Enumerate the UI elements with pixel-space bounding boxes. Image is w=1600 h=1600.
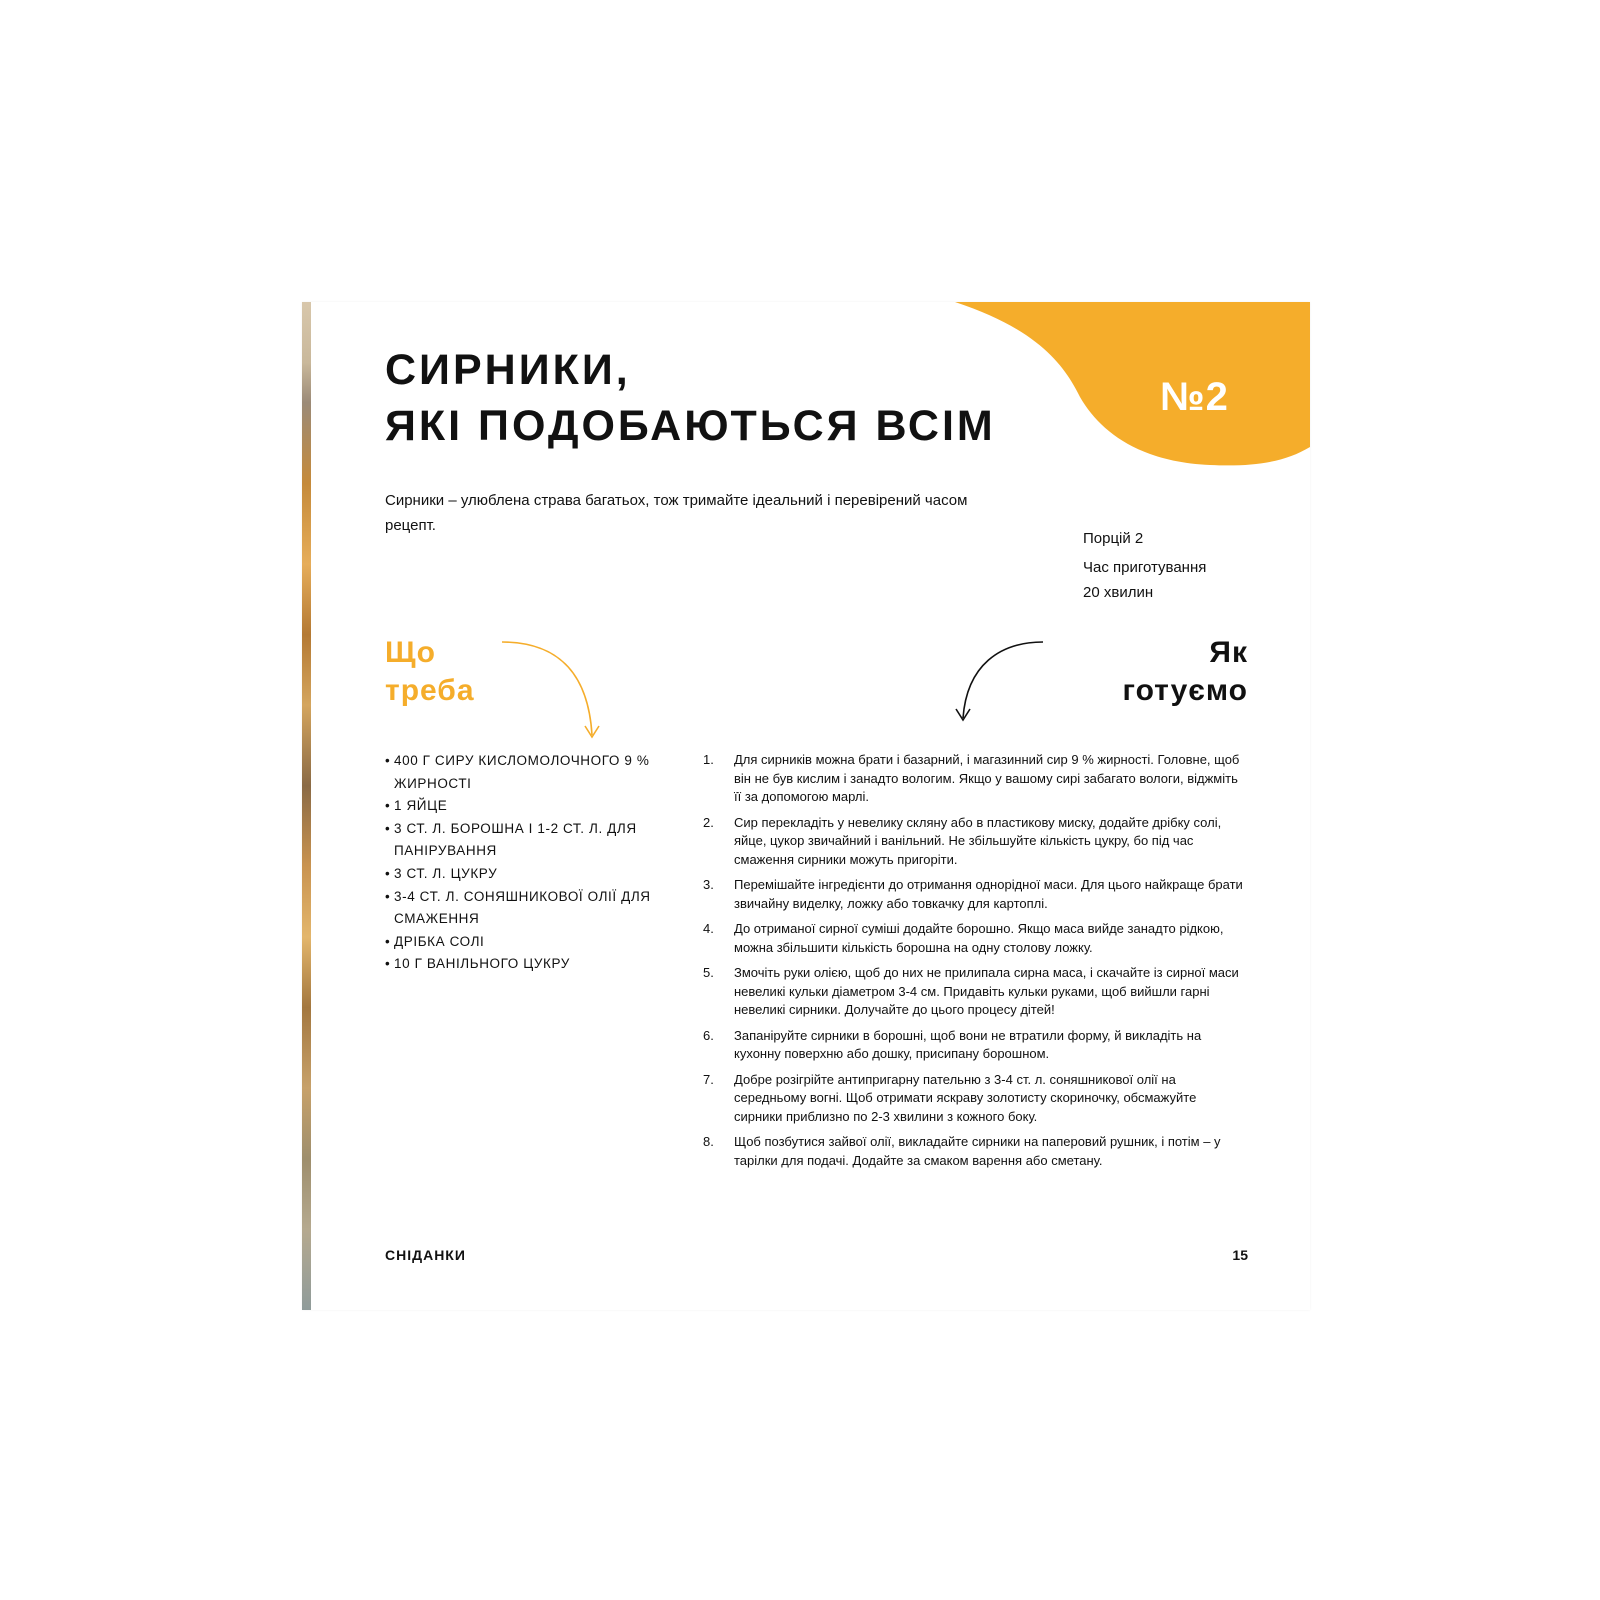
servings: Порцій 2 bbox=[1083, 530, 1144, 547]
step-text: Змочіть руки олією, щоб до них не прилипала сирна маса, і скачайте із сирної маси невеликі кульки діаметром 3-4 см. Придавіть кульки руками, щоб вийшли гарні невеликі сирники. Долучайте до цього процесу дітей! bbox=[734, 965, 1239, 1017]
ingredients-heading-line-2: треба bbox=[385, 674, 475, 707]
step-text: Сир перекладіть у невелику скляну або в пластикову миску, додайте дрібку солі, яйце, цукор звичайний і ванільний. Не збільшуйте кількість цукру, бо під час смаження сирники можуть пригоріти. bbox=[734, 814, 1222, 867]
recipe-meta bbox=[1083, 526, 1206, 605]
orange-corner-shape bbox=[955, 302, 1310, 472]
step-item bbox=[703, 920, 1248, 957]
method-heading bbox=[1123, 634, 1249, 710]
method-steps bbox=[703, 751, 1248, 1177]
step-text: Для сирників можна брати і базарний, і магазинний сир 9 % жирності. Головне, щоб він не був кислим і занадто вологим. Якщо у вашому сирі забагато вологи, віджміть її за допомогою марлі. bbox=[734, 752, 1240, 804]
ingredients-heading-line-1: Що bbox=[385, 636, 436, 669]
step-item bbox=[703, 1071, 1248, 1127]
photo-edge-strip bbox=[302, 302, 311, 1310]
ingredient-item: • 400 Г СИРУ КИСЛОМОЛОЧНОГО 9 % ЖИРНОСТІ bbox=[385, 750, 675, 795]
curved-arrow-icon bbox=[955, 640, 1045, 725]
ingredient-item: • ДРІБКА СОЛІ bbox=[385, 931, 675, 954]
page-number: 15 bbox=[1232, 1247, 1248, 1263]
method-heading-line-1: Як bbox=[1209, 636, 1248, 669]
ingredient-item: • 1 ЯЙЦЕ bbox=[385, 795, 675, 818]
step-text: Добре розігрійте антипригарну пательню з 3-4 ст. л. соняшникової олії на середньому вогні. Щоб отримати яскраву золотисту скориночку, обсмажуйте сирники приблизно по 2-3 хвилини з кожного боку. bbox=[734, 1071, 1197, 1124]
step-number: 7. bbox=[703, 1071, 714, 1087]
ingredient-item: • 3 СТ. Л. ЦУКРУ bbox=[385, 863, 675, 886]
step-item bbox=[703, 1133, 1248, 1170]
ingredients-list bbox=[385, 750, 675, 976]
step-number: 1. bbox=[703, 752, 714, 767]
method-heading-line-2: готуємо bbox=[1122, 674, 1248, 707]
recipe-number: №2 bbox=[1160, 375, 1229, 419]
ingredients-heading bbox=[385, 634, 475, 710]
step-text: Перемішайте інгредієнти до отримання однорідної маси. Для цього найкраще брати звичайну виделку, ложку або товкачку для картоплі. bbox=[734, 877, 1243, 911]
time-label: Час приготування bbox=[1083, 559, 1207, 576]
page-title bbox=[385, 342, 996, 454]
title-line-2: ЯКІ ПОДОБАЮТЬСЯ ВСІМ bbox=[385, 402, 996, 450]
curved-arrow-icon bbox=[500, 640, 615, 750]
step-text: До отриманої сирної суміші додайте борошно. Якщо маса вийде занадто рідкою, можна збільшити кількість борошна на одну столову ложку. bbox=[734, 921, 1224, 955]
step-item bbox=[703, 1027, 1248, 1064]
step-number: 5. bbox=[703, 965, 714, 980]
step-number: 3. bbox=[703, 877, 714, 892]
ingredient-item: • 3 СТ. Л. БОРОШНА І 1-2 СТ. Л. ДЛЯ ПАНІРУВАННЯ bbox=[385, 818, 675, 863]
step-item bbox=[703, 964, 1248, 1020]
time-value: 20 хвилин bbox=[1083, 584, 1154, 601]
step-item bbox=[703, 751, 1248, 807]
step-item bbox=[703, 814, 1248, 870]
step-number: 8. bbox=[703, 1134, 714, 1149]
ingredient-item: • 10 Г ВАНІЛЬНОГО ЦУКРУ bbox=[385, 953, 675, 976]
step-item bbox=[703, 876, 1248, 913]
title-line-1: СИРНИКИ, bbox=[385, 346, 631, 394]
intro-text: Сирники – улюблена страва багатьох, тож тримайте ідеальний і перевірений часом рецепт. bbox=[385, 492, 968, 534]
step-number: 6. bbox=[703, 1027, 714, 1043]
step-text: Щоб позбутися зайвої олії, викладайте сирники на паперовий рушник, і потім – у тарілки для подачі. Додайте за смаком варення або сметану. bbox=[734, 1134, 1221, 1168]
step-text: Запаніруйте сирники в борошні, щоб вони не втратили форму, й викладіть на кухонну поверхню або дошку, присипану борошном. bbox=[734, 1027, 1202, 1061]
section-name: СНІДАНКИ bbox=[385, 1247, 466, 1263]
ingredient-item: • 3-4 СТ. Л. СОНЯШНИКОВОЇ ОЛІЇ ДЛЯ СМАЖЕННЯ bbox=[385, 886, 675, 931]
step-number: 4. bbox=[703, 921, 714, 936]
step-number: 2. bbox=[703, 814, 714, 830]
